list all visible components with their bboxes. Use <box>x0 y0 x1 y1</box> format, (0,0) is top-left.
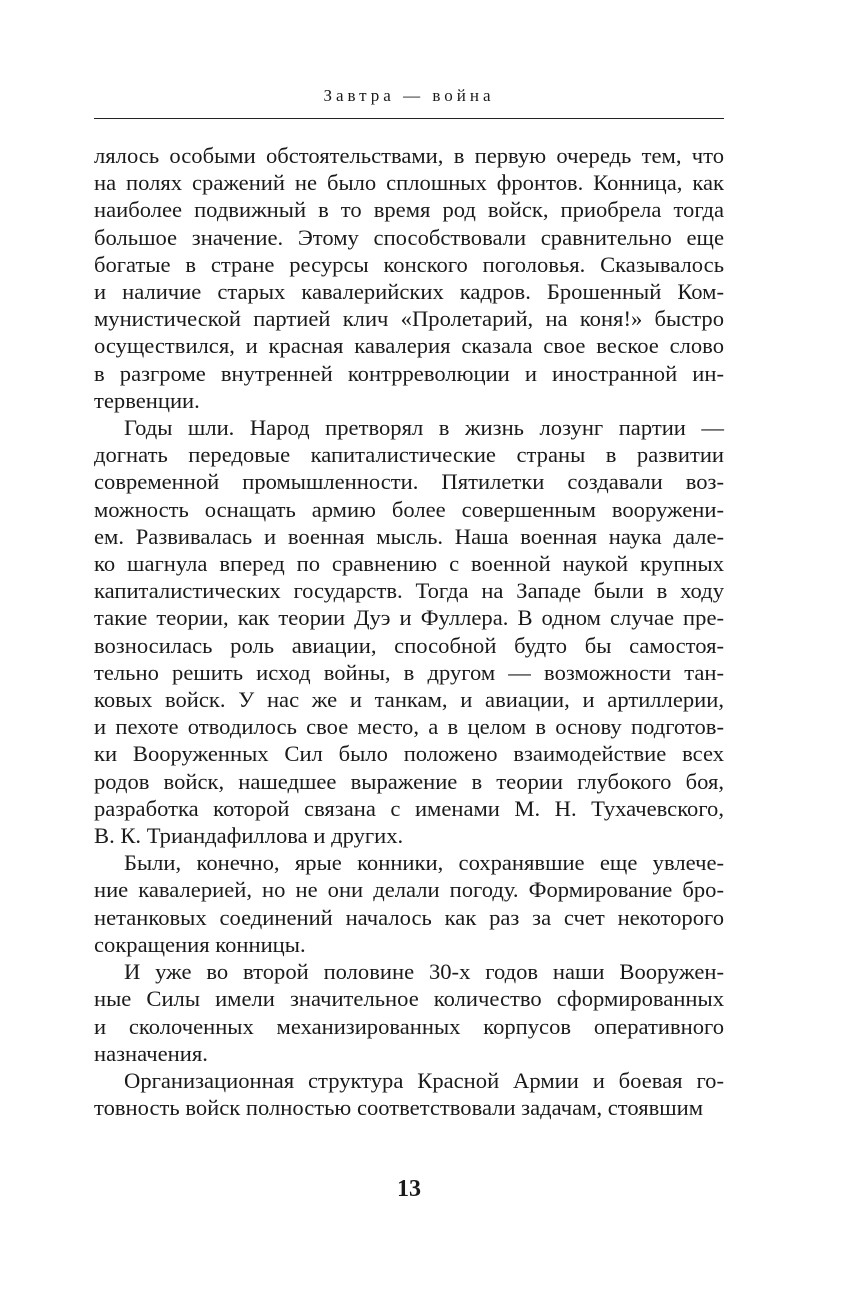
running-head: Завтра — война <box>323 86 495 105</box>
text-line: товность войск полностью соответствовали задачам, стоявшим <box>94 1095 704 1121</box>
text-line: мунистической партией клич «Пролетарий, на коня!» быстро <box>94 306 724 332</box>
text-line: Годы шли. Народ претворял в жизнь лозунг партии — <box>124 415 724 441</box>
text-line: ем. Развивалась и военная мысль. Наша военная наука дале- <box>94 523 724 549</box>
text-line: в разгроме внутренней контрреволюции и иностранной ин- <box>94 360 724 386</box>
text-line: ко шагнула вперед по сравнению с военной наукой крупных <box>94 551 724 577</box>
text-line: современной промышленности. Пятилетки создавали воз- <box>94 469 724 495</box>
text-line: на полях сражений не было сплошных фронтов. Конница, как <box>94 170 724 196</box>
text-line: В. К. Триандафиллова и других. <box>94 823 404 849</box>
text-line: сокращения конницы. <box>94 931 306 957</box>
paragraph <box>94 958 724 1067</box>
page-number: 13 <box>397 1176 421 1202</box>
book-page <box>94 0 724 1299</box>
text-line: осуществился, и красная кавалерия сказала свое веское слово <box>94 333 724 359</box>
text-line: и сколоченных механизированных корпусов оперативного <box>94 1013 724 1039</box>
paragraph <box>94 1067 724 1121</box>
text-line: ковых войск. У нас же и танкам, и авиации, и артиллерии, <box>94 687 724 713</box>
text-line: Организационная структура Красной Армии и боевая го- <box>124 1067 724 1093</box>
text-line: большое значение. Этому способствовали сравнительно еще <box>94 224 724 250</box>
text-line: такие теории, как теории Дуэ и Фуллера. В одном случае пре- <box>94 605 724 631</box>
text-line: можность оснащать армию более совершенным вооружени- <box>94 496 724 522</box>
text-line: наиболее подвижный в то время род войск, приобрела тогда <box>94 197 724 223</box>
text-line: и наличие старых кавалерийских кадров. Брошенный Ком- <box>94 279 724 305</box>
text-line: нетанковых соединений началось как раз за счет некоторого <box>94 904 724 930</box>
text-line: и пехоте отводилось свое место, а в целом в основу подготов- <box>94 714 724 740</box>
paragraph <box>94 414 724 849</box>
text-line: разработка которой связана с именами М. Н. Тухачевского, <box>94 795 724 821</box>
text-line: родов войск, нашедшее выражение в теории глубокого боя, <box>94 768 724 794</box>
text-line: богатые в стране ресурсы конского поголовья. Сказывалось <box>94 251 724 277</box>
text-line: капиталистических государств. Тогда на Западе были в ходу <box>94 578 724 604</box>
paragraph <box>94 142 724 414</box>
text-line: ки Вооруженных Сил было положено взаимодействие всех <box>94 741 724 767</box>
text-line: И уже во второй половине 30-х годов наши Вооружен- <box>124 959 724 985</box>
body-text <box>94 142 724 1121</box>
text-line: тервенции. <box>94 387 200 413</box>
text-line: ние кавалерией, но не они делали погоду. Формирование бро- <box>94 877 724 903</box>
text-line: возносилась роль авиации, способной будто бы самостоя- <box>94 632 724 658</box>
paragraph <box>94 849 724 958</box>
text-line: тельно решить исход войны, в другом — возможности тан- <box>94 659 724 685</box>
text-line: догнать передовые капиталистические страны в развитии <box>94 442 724 468</box>
text-line: назначения. <box>94 1040 208 1066</box>
text-line: лялось особыми обстоятельствами, в первую очередь тем, что <box>94 143 724 168</box>
text-line: ные Силы имели значительное количество сформированных <box>94 986 724 1012</box>
text-line: Были, конечно, ярые конники, сохранявшие еще увлече- <box>124 850 724 876</box>
header-rule <box>94 118 724 119</box>
